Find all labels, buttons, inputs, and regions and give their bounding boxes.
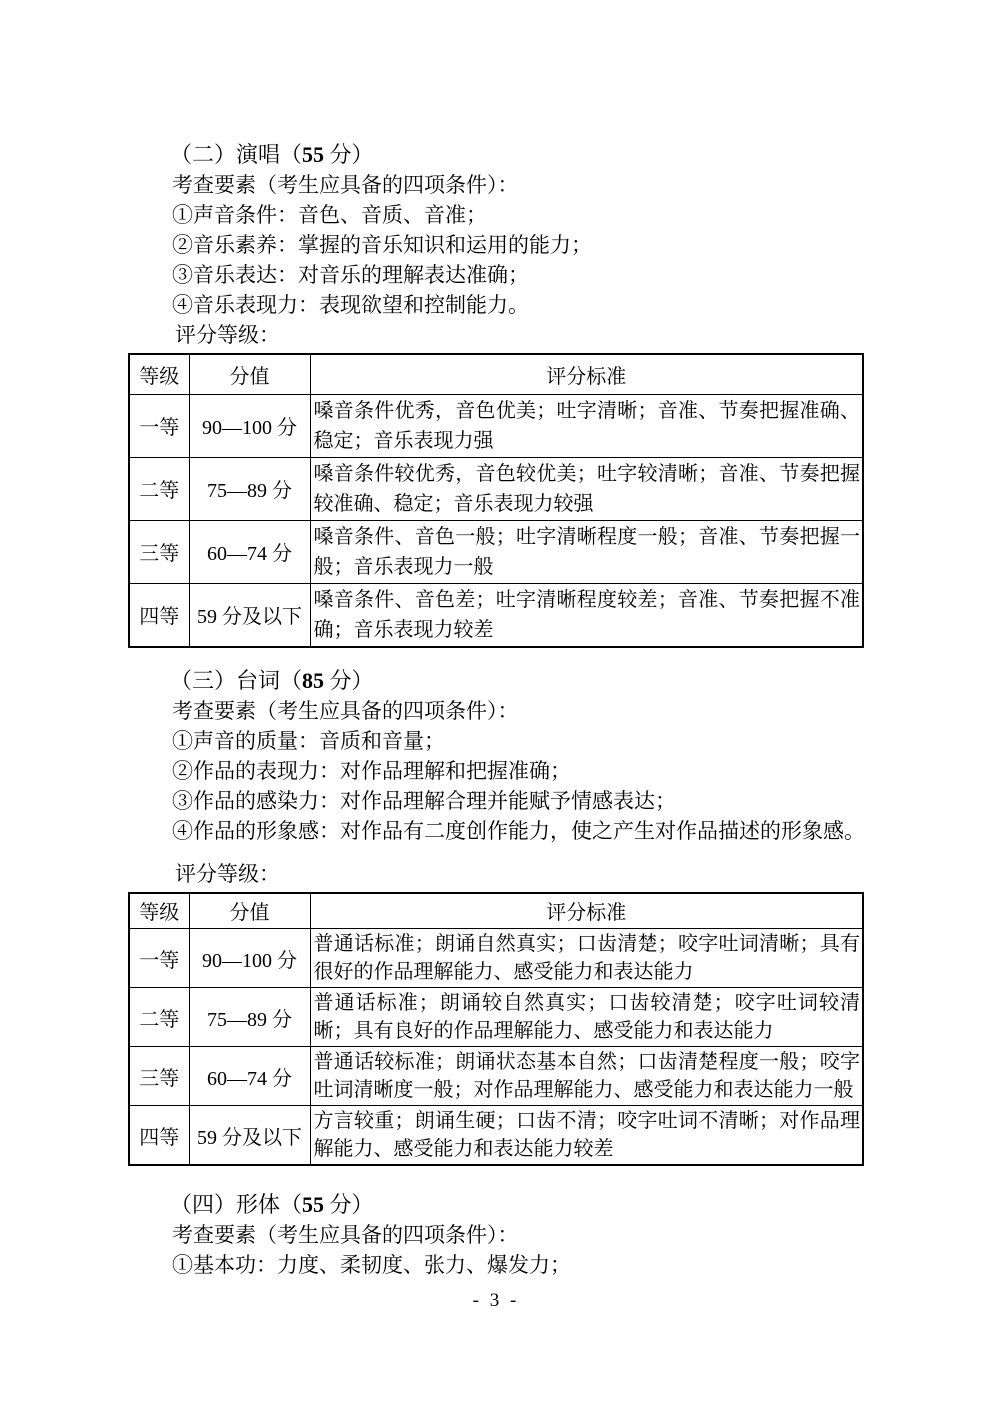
col-header-criteria: 评分标准 bbox=[310, 893, 863, 929]
exam-item-1: ①声音条件：音色、音质、音准； bbox=[172, 203, 487, 227]
table-row bbox=[129, 988, 863, 1047]
table-row bbox=[129, 1047, 863, 1106]
heading-prefix: （三）台词（ bbox=[170, 667, 303, 693]
score-cell: 75—89 分 bbox=[189, 988, 310, 1047]
heading-suffix: 分） bbox=[324, 142, 374, 167]
grade-cell: 一等 bbox=[129, 929, 189, 988]
section-heading bbox=[128, 140, 864, 170]
heading-prefix: （二）演唱（ bbox=[170, 142, 303, 167]
grade-cell: 四等 bbox=[129, 1106, 189, 1166]
grade-cell: 四等 bbox=[129, 583, 189, 647]
rating-level-label: 评分等级： bbox=[175, 323, 280, 347]
section-xingti bbox=[128, 1190, 864, 1280]
table-row bbox=[129, 457, 863, 520]
table-row bbox=[129, 583, 863, 647]
scoring-table-yanchang bbox=[128, 353, 864, 648]
col-header-grade: 等级 bbox=[129, 893, 189, 929]
score-cell: 75—89 分 bbox=[189, 457, 310, 520]
exam-item-2: ②作品的表现力：对作品理解和把握准确； bbox=[172, 758, 571, 783]
score-cell: 60—74 分 bbox=[189, 1047, 310, 1106]
table-row bbox=[129, 1106, 863, 1166]
table-row bbox=[129, 929, 863, 988]
exam-elements-intro: 考查要素（考生应具备的四项条件）： bbox=[172, 173, 519, 197]
heading-suffix: 分） bbox=[324, 1192, 374, 1217]
score-cell: 59 分及以下 bbox=[189, 583, 310, 647]
section-heading bbox=[128, 1190, 864, 1220]
grade-cell: 三等 bbox=[129, 1047, 189, 1106]
grade-cell: 一等 bbox=[129, 394, 189, 457]
col-header-score: 分值 bbox=[189, 354, 310, 394]
exam-elements-intro: 考查要素（考生应具备的四项条件）： bbox=[172, 698, 519, 723]
exam-elements-intro: 考查要素（考生应具备的四项条件）： bbox=[172, 1223, 519, 1247]
score-cell: 60—74 分 bbox=[189, 520, 310, 583]
criteria-cell: 普通话较标准；朗诵状态基本自然；口齿清楚程度一般；咬字吐词清晰度一般；对作品理解能力、感受能力和表达能力一般 bbox=[310, 1047, 863, 1106]
col-header-criteria: 评分标准 bbox=[310, 354, 863, 394]
grade-cell: 二等 bbox=[129, 988, 189, 1047]
page-number: - 3 - bbox=[472, 1290, 520, 1311]
heading-score: 85 bbox=[302, 667, 325, 693]
criteria-cell: 方言较重；朗诵生硬；口齿不清；咬字吐词不清晰；对作品理解能力、感受能力和表达能力较差 bbox=[310, 1106, 863, 1166]
table-header-row bbox=[129, 893, 863, 929]
criteria-cell: 嗓音条件较优秀，音色较优美；吐字较清晰；音准、节奏把握较准确、稳定；音乐表现力较强 bbox=[310, 457, 863, 520]
exam-item-1: ①基本功：力度、柔韧度、张力、爆发力； bbox=[172, 1253, 571, 1277]
exam-item-3: ③音乐表达：对音乐的理解表达准确； bbox=[172, 263, 529, 287]
section-taici bbox=[128, 666, 864, 1167]
table-row bbox=[129, 520, 863, 583]
col-header-grade: 等级 bbox=[129, 354, 189, 394]
exam-item-4: ④作品的形象感：对作品有二度创作能力，使之产生对作品描述的形象感。 bbox=[172, 818, 865, 843]
col-header-score: 分值 bbox=[189, 893, 310, 929]
table-row bbox=[129, 394, 863, 457]
score-cell: 90—100 分 bbox=[189, 394, 310, 457]
section-heading bbox=[128, 666, 864, 696]
exam-item-1: ①声音的质量：音质和音量； bbox=[172, 728, 445, 753]
criteria-cell: 嗓音条件、音色差；吐字清晰程度较差；音准、节奏把握不准确；音乐表现力较差 bbox=[310, 583, 863, 647]
criteria-cell: 普通话标准；朗诵自然真实；口齿清楚；咬字吐词清晰；具有很好的作品理解能力、感受能力和表达能力 bbox=[310, 929, 863, 988]
criteria-cell: 嗓音条件优秀，音色优美；吐字清晰；音准、节奏把握准确、稳定；音乐表现力强 bbox=[310, 394, 863, 457]
section-yanchang bbox=[128, 140, 864, 648]
rating-level-label: 评分等级： bbox=[175, 861, 280, 886]
score-cell: 59 分及以下 bbox=[189, 1106, 310, 1166]
criteria-cell: 嗓音条件、音色一般；吐字清晰程度一般；音准、节奏把握一般；音乐表现力一般 bbox=[310, 520, 863, 583]
exam-item-3: ③作品的感染力：对作品理解合理并能赋予情感表达； bbox=[172, 788, 676, 813]
heading-score: 55 bbox=[302, 1192, 325, 1217]
heading-prefix: （四）形体（ bbox=[170, 1192, 303, 1217]
table-header-row bbox=[129, 354, 863, 394]
criteria-cell: 普通话标准；朗诵较自然真实；口齿较清楚；咬字吐词较清晰；具有良好的作品理解能力、感受能力和表达能力 bbox=[310, 988, 863, 1047]
grade-cell: 三等 bbox=[129, 520, 189, 583]
exam-item-2: ②音乐素养：掌握的音乐知识和运用的能力； bbox=[172, 233, 592, 257]
heading-score: 55 bbox=[302, 142, 325, 167]
grade-cell: 二等 bbox=[129, 457, 189, 520]
scoring-table-taici bbox=[128, 892, 864, 1167]
score-cell: 90—100 分 bbox=[189, 929, 310, 988]
exam-item-4: ④音乐表现力：表现欲望和控制能力。 bbox=[172, 293, 529, 317]
heading-suffix: 分） bbox=[324, 667, 374, 693]
